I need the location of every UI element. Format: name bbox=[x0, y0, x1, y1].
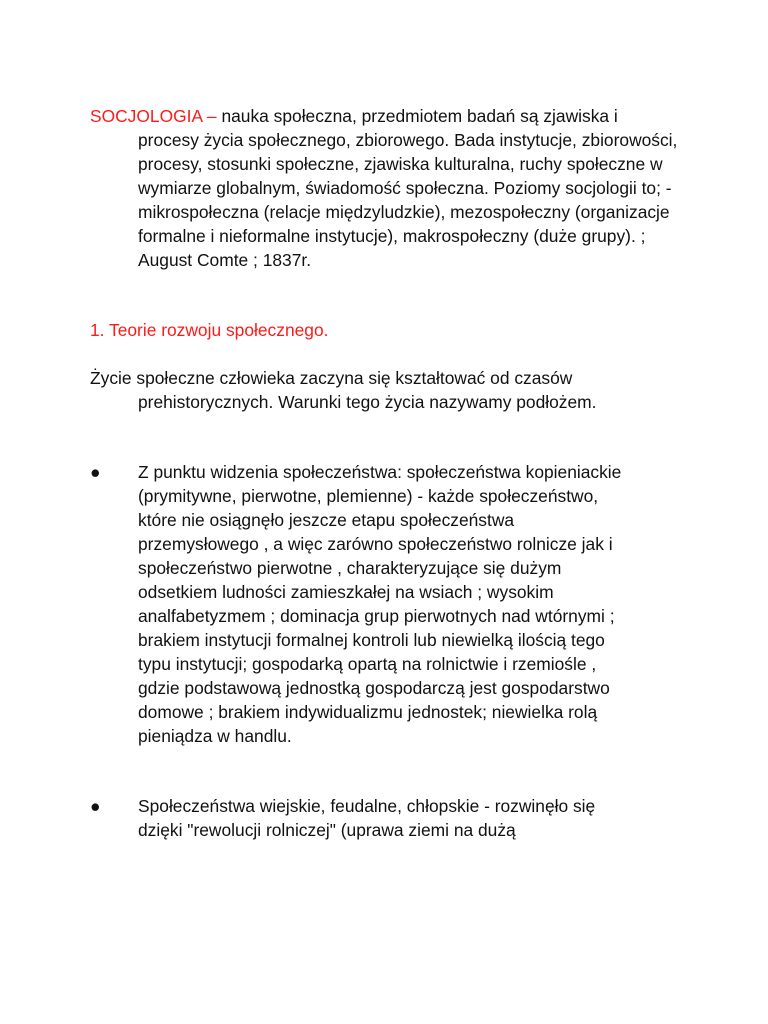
intro-term: SOCJOLOGIA – bbox=[90, 106, 217, 126]
section-paragraph: Życie społeczne człowieka zaczyna się kształtować od czasów prehistorycznych. Warunki tego życia nazywamy podłożem. bbox=[90, 368, 597, 412]
section-heading: 1. Teorie rozwoju społecznego. bbox=[90, 320, 329, 340]
intro-definition: nauka społeczna, przedmiotem badań są zjawiska i procesy życia społecznego, zbiorowego. Bada instytucje, zbiorowości, procesy, stosunki społeczne, zjawiska kulturalna, ruchy społeczne w wymiarze globalnym, świadomość społeczna. Poziomy socjologii to; - mikrospołeczna (relacje międzyludzkie), mezospołeczny (organizacje formalne i nieformalne instytucje), makrospołeczny (duże grupy). ; August Comte ; 1837r. bbox=[138, 106, 678, 270]
bullet-text: Społeczeństwa wiejskie, feudalne, chłopskie - rozwinęło się dzięki "rewolucji rolniczej" (uprawa ziemi na dużą bbox=[138, 796, 596, 840]
bullet-dot-icon: ● bbox=[90, 796, 101, 816]
bullet-dot-icon: ● bbox=[90, 462, 101, 482]
intro-paragraph bbox=[90, 104, 678, 272]
bullet-text: Z punktu widzenia społeczeństwa: społeczeństwa kopieniackie (prymitywne, pierwotne, plemienne) - każde społeczeństwo, które nie osiągnęło jeszcze etapu społeczeństwa przemysłowego , a więc zarówno społeczeństwo rolnicze jak i społeczeństwo pierwotne , charakteryzujące się dużym odsetkiem ludności zamieszkałej na wsiach ; wysokim analfabetyzmem ; dominacja grup pierwotnych nad wtórnymi ; brakiem instytucji formalnej kontroli lub niewielką ilością tego typu instytucji; gospodarką opartą na rolnictwie i rzemiośle , gdzie podstawową jednostką gospodarczą jest gospodarstwo domowe ; brakiem indywidualizmu jednostek; niewielka rolą pieniądza w handlu. bbox=[138, 462, 622, 746]
